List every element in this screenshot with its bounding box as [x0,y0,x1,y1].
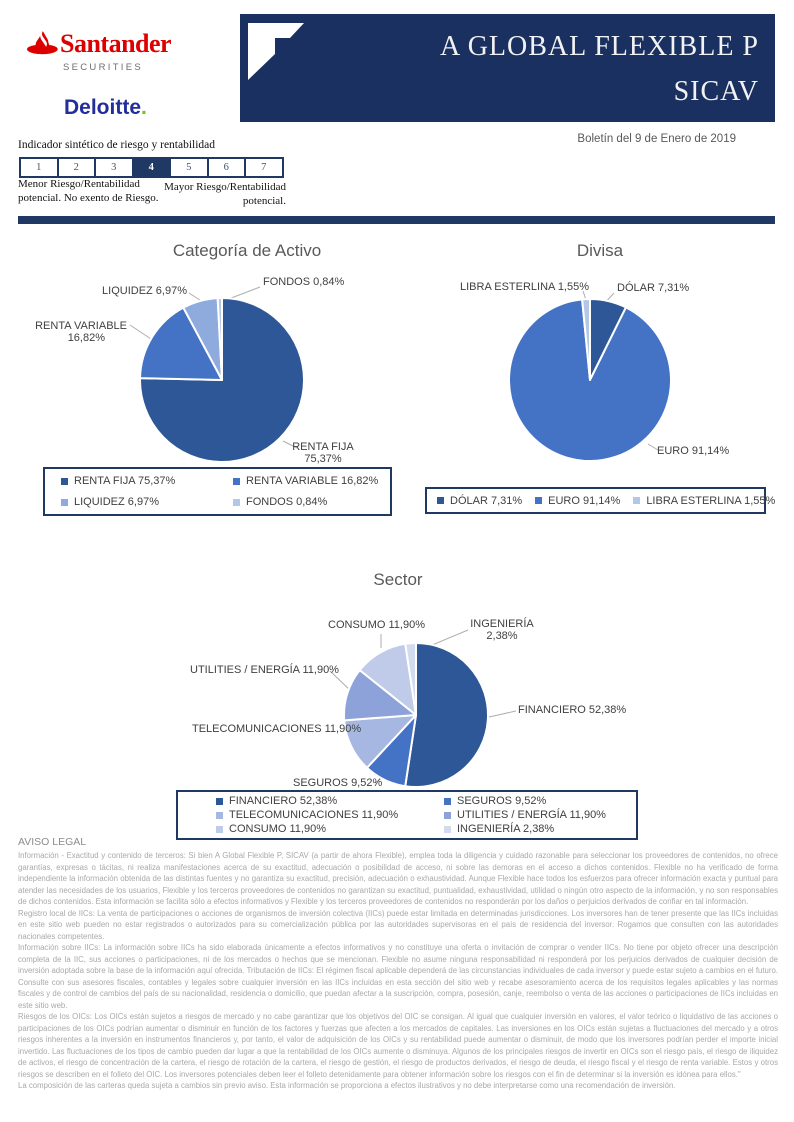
legend-marker [233,499,240,506]
callout-fondos: FONDOS 0,84% [263,276,345,288]
legend-item: DÓLAR 7,31% [437,495,522,507]
risk-level-7: 7 [261,162,267,173]
legend-item: TELECOMUNICACIONES 11,90% [216,809,444,821]
legend-item: LIBRA ESTERLINA 1,55% [633,495,775,507]
risk-level-2: 2 [59,159,97,176]
risk-level-1: 1 [21,159,59,176]
callout-euro: EURO 91,14% [657,445,730,457]
callout-ingenieria: INGENIERÍA 2,38% [470,618,534,642]
fund-title [440,24,759,114]
legal-paragraph: Información - Exactitud y contenido de terceros: Si bien A Global Flexible P, SICAV (a partir de ahora Flexible), emplea toda la diligencia y cuidado razonable para seleccionar los proveedores de contenidos, no ofrece garantías, expresas o tácitas, ni realiza manifestaciones acerca de su exactitud, adecuación o posibilidad de acceso, ni sobre las demoras en el acceso a dichos contenidos. Flexible no ha verificado de forma independiente la información obtenida de las distintas fuentes y no garantiza su exactitud, precisión, adecuación o exhaustividad. Aunque Flexible hace todos los esfuerzos para ofrecer información exacta y puntual para atender las necesidades de los usuarios, Flexible y los terceros proveedores de contenidos no garantizan su exactitud, puntualidad, exhaustividad, utilidad o ningún otro aspecto de la información, y no son responsables de dichos contenidos. Esta información se facilita sólo a efectos informativos y Flexible y los terceros proveedores de contenidos no responderán por los daños o perjuicios derivados de confiar en tal información. [18,851,778,906]
santander-flame-icon [27,31,58,61]
legend-item: INGENIERÍA 2,38% [444,823,636,835]
legend-item: FONDOS 0,84% [233,496,390,508]
legend-marker [61,478,68,485]
callout-renta-fija: RENTA FIJA 75,37% [292,441,354,465]
risk-level-4-selected: 4 [134,159,172,176]
legal-disclaimer [18,850,778,1092]
legal-heading: AVISO LEGAL [18,836,87,848]
risk-level-5: 5 [171,159,209,176]
callout-libra-esterlina: LIBRA ESTERLINA 1,55% [460,281,590,293]
legend-item: RENTA VARIABLE 16,82% [233,475,390,487]
legend-item: EURO 91,14% [535,495,620,507]
fund-title-line1: A GLOBAL FLEXIBLE P [440,31,759,62]
legend-marker [216,798,223,805]
legend-item: FINANCIERO 52,38% [216,795,444,807]
legend-sector [176,790,638,840]
legend-item: LIQUIDEZ 6,97% [61,496,233,508]
legend-marker [444,812,451,819]
legend-marker [233,478,240,485]
fund-title-line2: SICAV [673,76,759,107]
legend-marker [444,826,451,833]
securities-label: SECURITIES [63,62,144,73]
callout-consumo: CONSUMO 11,90% [328,619,425,631]
legend-marker [216,812,223,819]
pie-chart-categoria-activo [139,297,305,463]
legal-paragraph: La composición de las carteras queda sujeta a cambios sin previo aviso. Esta información se proporciona a efectos ilustrativos y no debe interpretarse como una recomendación de inversión. [18,1081,676,1090]
fund-flag-icon [248,23,312,96]
fund-title-banner [240,14,775,122]
legend-marker [61,499,68,506]
santander-wordmark: Santander [60,29,172,58]
legal-paragraph: Registro local de IICs: La venta de participaciones o acciones de organismos de inversión colectiva (IICs) puede estar limitada en determinadas jurisdicciones. Los inversores han de tener presente que las IICs incluidas en este sitio web pueden no estar registrados o autorizados para su comercialización pública por las autoridades supervisoras en el país de residencia del inversor. Rogamos que consulten con las autoridades nacionales competentes. [18,908,778,941]
bulletin-date: Boletín del 9 de Enero de 2019 [577,133,736,145]
pie-slice-financiero [405,643,488,787]
chart-title-sector: Sector [373,570,423,589]
legal-paragraph: Riesgos de los OICs: Los OICs están sujetos a riesgos de mercado y no cabe garantizar que los objetivos del OIC se consigan. Al igual que cualquier inversión en valores, el valor teórico o liquidativo de las acciones o participaciones de los OICs podrían aumentar o disminuir en función de los factores y fuerzas que afecten a los mercados de capitales. Las inversiones en los OICs están sujetas a fluctuaciones del mercado y a otros riesgos inherentes a la inversión en instrumentos financieros y, por tanto, el valor de adquisición de los OICs y su rentabilidad puede aumentar o disminuir, de modo que los inversores podrían perder el importe inicial invertido. Las fluctuaciones de los tipos de cambio pueden dar lugar a que la rentabilidad de los OICs aumente o disminuya. Algunos de los principales riesgos de invertir en OICs son el riesgo país, el riesgo de iliquidez de activos, el riesgo de concentración de la cartera, el riesgo de rotación de la cartera, el riesgo de gestión, el riesgo de productos derivados, el riesgo de deuda, el riesgo fiscal y el riesgo de renta variable. Estos y otros riesgos se describen en el folleto del OIC. Los inversores potenciales deben leer el folleto detenidamente para obtener información sobre los riesgos con el fin de determinar si la inversión es idónea para ellos." [18,1012,778,1079]
risk-level-6: 6 [209,159,247,176]
chart-title-categoria-activo: Categoría de Activo [172,241,322,260]
pie-chart-sector [343,642,489,788]
callout-dolar: DÓLAR 7,31% [617,282,690,294]
callout-utilities-energia: UTILITIES / ENERGÍA 11,90% [190,664,339,676]
legend-divisa [425,487,776,514]
callout-financiero: FINANCIERO 52,38% [518,704,627,716]
pie-chart-divisa [508,298,672,462]
risk-scale [19,157,284,178]
risk-note-lower: Menor Riesgo/Rentabilidad potencial. No exento de Riesgo. [18,178,159,204]
legend-marker [437,497,444,504]
legend-marker [444,798,451,805]
deloitte-wordmark: Deloitte. [64,96,147,119]
legend-marker [216,826,223,833]
legend-marker [535,497,542,504]
legend-marker [633,497,640,504]
risk-indicator-label: Indicador sintético de riesgo y rentabilidad [18,139,216,151]
callout-liquidez: LIQUIDEZ 6,97% [102,285,187,297]
legal-paragraph: Información sobre IICs: La información sobre IICs ha sido elaborada únicamente a efectos informativos y no constituye una oferta o invitación de comprar o vender IICs. No tiene por objeto ofrecer una descripción completa de la IIC, sus acciones o participaciones, ni de los mercados o hechos que se mencionan. Flexible no asume ninguna responsabilidad ni responderá por los perjuicios derivados de cualquier decisión de inversión adoptada sobre la base de la información aquí ofrecida. Tributación de IICs: El régimen fiscal aplicable dependerá de las circunstancias individuales de cada inversor y puede estar sujeto a cambios en el futuro. Consulte con sus asesores fiscales, contables y legales sobre cualquier inversión en las IICs incluidas en esta sección del sitio web y recabe asesoramiento acerca de los requisitos legales aplicables y las normas fiscales y de control de cambios del país de su nacionalidad, residencia o domicilio, que puedan afectar a la suscripción, compra, posesión, canje, reembolso o venta de las acciones o participaciones de IICs incluidas en este sitio web. [18,943,778,1010]
legend-item: RENTA FIJA 75,37% [61,475,233,487]
risk-level-3: 3 [96,159,134,176]
section-divider [18,216,775,224]
risk-note-higher: Mayor Riesgo/Rentabilidad potencial. [164,181,286,207]
deloitte-green-dot: . [141,96,147,119]
callout-seguros: SEGUROS 9,52% [293,777,383,789]
chart-title-divisa: Divisa [576,241,624,260]
legend-categoria-activo [43,467,392,516]
callout-telecomunicaciones: TELECOMUNICACIONES 11,90% [192,723,362,735]
callout-renta-variable: RENTA VARIABLE 16,82% [35,320,127,344]
legend-item: SEGUROS 9,52% [444,795,636,807]
legend-item: CONSUMO 11,90% [216,823,444,835]
legend-item: UTILITIES / ENERGÍA 11,90% [444,809,636,821]
